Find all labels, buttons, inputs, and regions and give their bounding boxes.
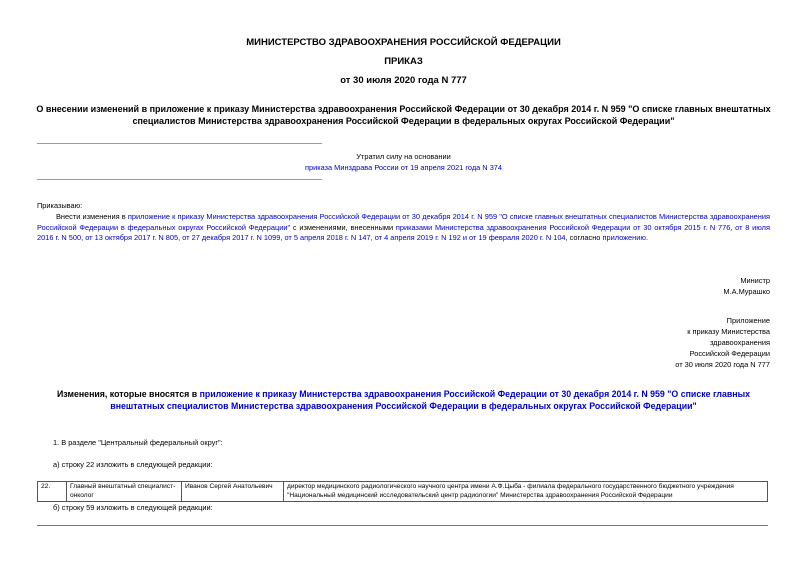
- item-b: б) строку 59 изложить в следующей редакции:: [53, 503, 213, 512]
- changes-table: [37, 481, 768, 502]
- doc-date: от 30 июля 2020 года N 777: [340, 75, 467, 86]
- changes-title-line1: [0, 389, 807, 399]
- paragraph-mid: с изменениями, внесенными: [290, 222, 396, 232]
- link-order-959[interactable]: приложение к приказу Министерства здравоохранения Российской Федерации от 30 декабря 2014 г. N 959 "О списке главных внештатных специалистов Министерства здравоохранения Российской Федерации в федеральных округах Российской Федерации": [37, 212, 770, 232]
- cell-position: Главный внештатный специалист-онколог: [67, 482, 182, 502]
- appendix-line3: здравоохранения: [709, 338, 770, 347]
- appendix-line4: Российской Федерации: [689, 349, 770, 358]
- signature-name: М.А.Мурашко: [723, 287, 770, 296]
- cell-num: 22.: [38, 482, 67, 502]
- signature-role: Министр: [740, 276, 770, 285]
- divider-bottom: [37, 179, 322, 180]
- appendix-label: Приложение: [726, 316, 770, 325]
- paragraph-start: Внести изменения в: [56, 212, 128, 221]
- order-paragraph: [37, 212, 770, 244]
- ministry-heading: МИНИСТЕРСТВО ЗДРАВООХРАНЕНИЯ РОССИЙСКОЙ ФЕДЕРАЦИИ: [246, 37, 561, 48]
- changes-title-start: Изменения, которые вносятся в: [56, 389, 200, 399]
- cell-workplace: директор медицинского радиологического научного центра имени А.Ф.Цыба - филиала федерального государственного бюджетного учреждения "Национальный медицинский исследовательский центр радиологии" Министерства здравоохранения Российской Федерации: [284, 482, 768, 502]
- doc-type-heading: ПРИКАЗ: [384, 56, 423, 67]
- paragraph-end: , согласно: [565, 233, 603, 242]
- status-link[interactable]: приказа Минздрава России от 19 апреля 2021 года N 374: [304, 163, 503, 172]
- changes-title-line2[interactable]: внештатных специалистов Министерства здравоохранения Российской Федерации в федеральных округах Российской Федерации": [110, 401, 697, 411]
- table-row: [38, 482, 768, 502]
- divider-top: [37, 143, 322, 144]
- appendix-line2: к приказу Министерства: [687, 327, 770, 336]
- link-amending-orders[interactable]: приказами Министерства здравоохранения Российской Федерации от 30 октября 2015 г. N 776, от 8 июля 2016 г. N 500, от 13 октября 2017 г. N 805, от 27 декабря 2017 г. N 1099, от 5 апреля 2018 г. N 147, от 4 апреля 2019 г. N 192 и от 19 февраля 2020 г. N 104: [37, 222, 770, 242]
- item-a: а) строку 22 изложить в следующей редакции:: [53, 460, 213, 469]
- order-word: Приказываю:: [37, 201, 83, 210]
- doc-title-line2: специалистов Министерства здравоохранения Российской Федерации в федеральных округах Российской Федерации": [132, 116, 675, 126]
- table-bottom-line: [37, 525, 768, 526]
- appendix-line5: от 30 июля 2020 года N 777: [675, 360, 770, 369]
- item-1: 1. В разделе "Центральный федеральный округ":: [53, 438, 223, 447]
- paragraph-dot: .: [645, 233, 648, 242]
- cell-person: Иванов Сергей Анатольевич: [182, 482, 284, 502]
- changes-title-link[interactable]: приложение к приказу Министерства здравоохранения Российской Федерации от 30 декабря 2014 г. N 959 "О списке главных: [199, 389, 751, 399]
- status-text: Утратил силу на основании: [356, 152, 451, 161]
- doc-title-line1: О внесении изменений в приложение к приказу Министерства здравоохранения Российской Федерации от 30 декабря 2014 г. N 959 "О списке главных внештатных: [36, 104, 771, 114]
- link-appendix[interactable]: приложению: [602, 233, 646, 242]
